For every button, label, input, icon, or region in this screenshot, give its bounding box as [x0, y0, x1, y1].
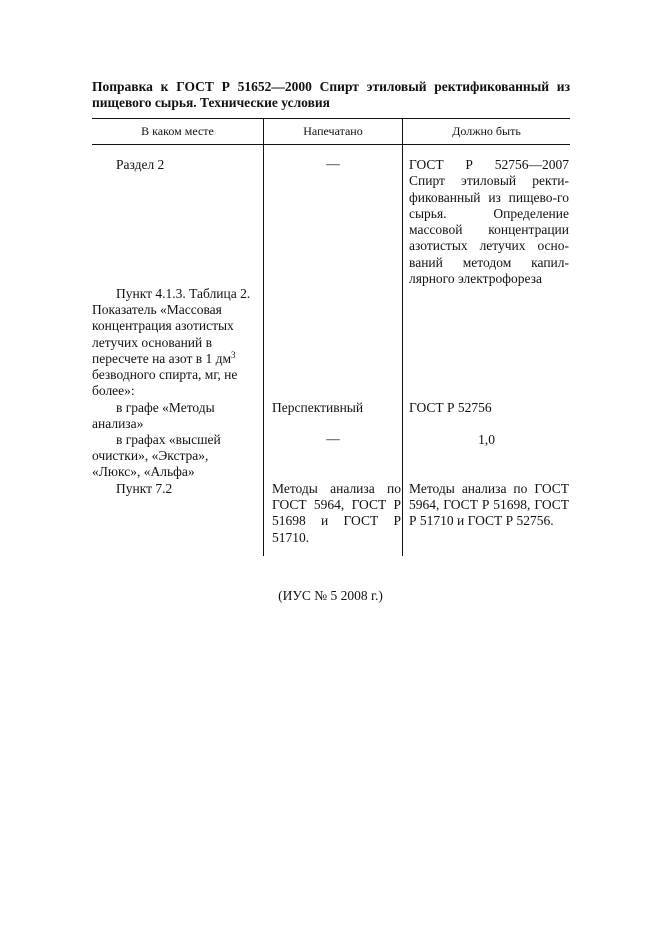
table-top-rule — [92, 118, 570, 119]
row2-where-tail: безводного спирта, мг, не более»: — [92, 367, 238, 399]
footer-source: (ИУС № 5 2008 г.) — [278, 588, 383, 603]
row2-where-superscript: 3 — [231, 349, 236, 360]
row5-where: Пункт 7.2 — [116, 481, 173, 496]
header-where: В каком месте — [141, 124, 214, 138]
row1-printed: — — [326, 156, 340, 171]
row5-printed: Методы анализа по ГОСТ 5964, ГОСТ Р 51698 и ГОСТ Р 51710. — [272, 481, 401, 545]
table-header-rule — [92, 144, 570, 145]
row1-should-be: ГОСТ Р 52756—2007 Спирт этиловый ректи-фикованный из пищево-го сырья. Определение массовой концентрации азотистых летучих осно-ваний методом капил-лярного электрофореза — [409, 157, 569, 287]
page-title: Поправка к ГОСТ Р 51652—2000 Спирт этиловый ректификованный из пищевого сырья. Технические условия — [92, 79, 570, 110]
row2-where — [92, 286, 260, 399]
row4-printed: — — [326, 431, 340, 446]
header-should-be: Должно быть — [452, 124, 521, 138]
row4-should-be: 1,0 — [478, 432, 495, 447]
column-divider-1 — [263, 118, 264, 556]
column-divider-2 — [402, 118, 403, 556]
row3-printed: Перспективный — [272, 400, 364, 415]
header-printed: Напечатано — [303, 124, 363, 138]
row2-where-text: Пункт 4.1.3. Таблица 2. Показатель «Массовая концентрация азотистых летучих оснований в пересчете на азот в 1 дм — [92, 286, 251, 366]
row3-where: в графе «Методы анализа» — [92, 400, 215, 432]
row5-should-be: Методы анализа по ГОСТ 5964, ГОСТ Р 51698, ГОСТ Р 51710 и ГОСТ Р 52756. — [409, 481, 569, 529]
row4-where: в графах «высшей очистки», «Экстра», «Люкс», «Альфа» — [92, 432, 221, 480]
row1-where: Раздел 2 — [116, 157, 165, 172]
row3-should-be: ГОСТ Р 52756 — [409, 400, 492, 415]
